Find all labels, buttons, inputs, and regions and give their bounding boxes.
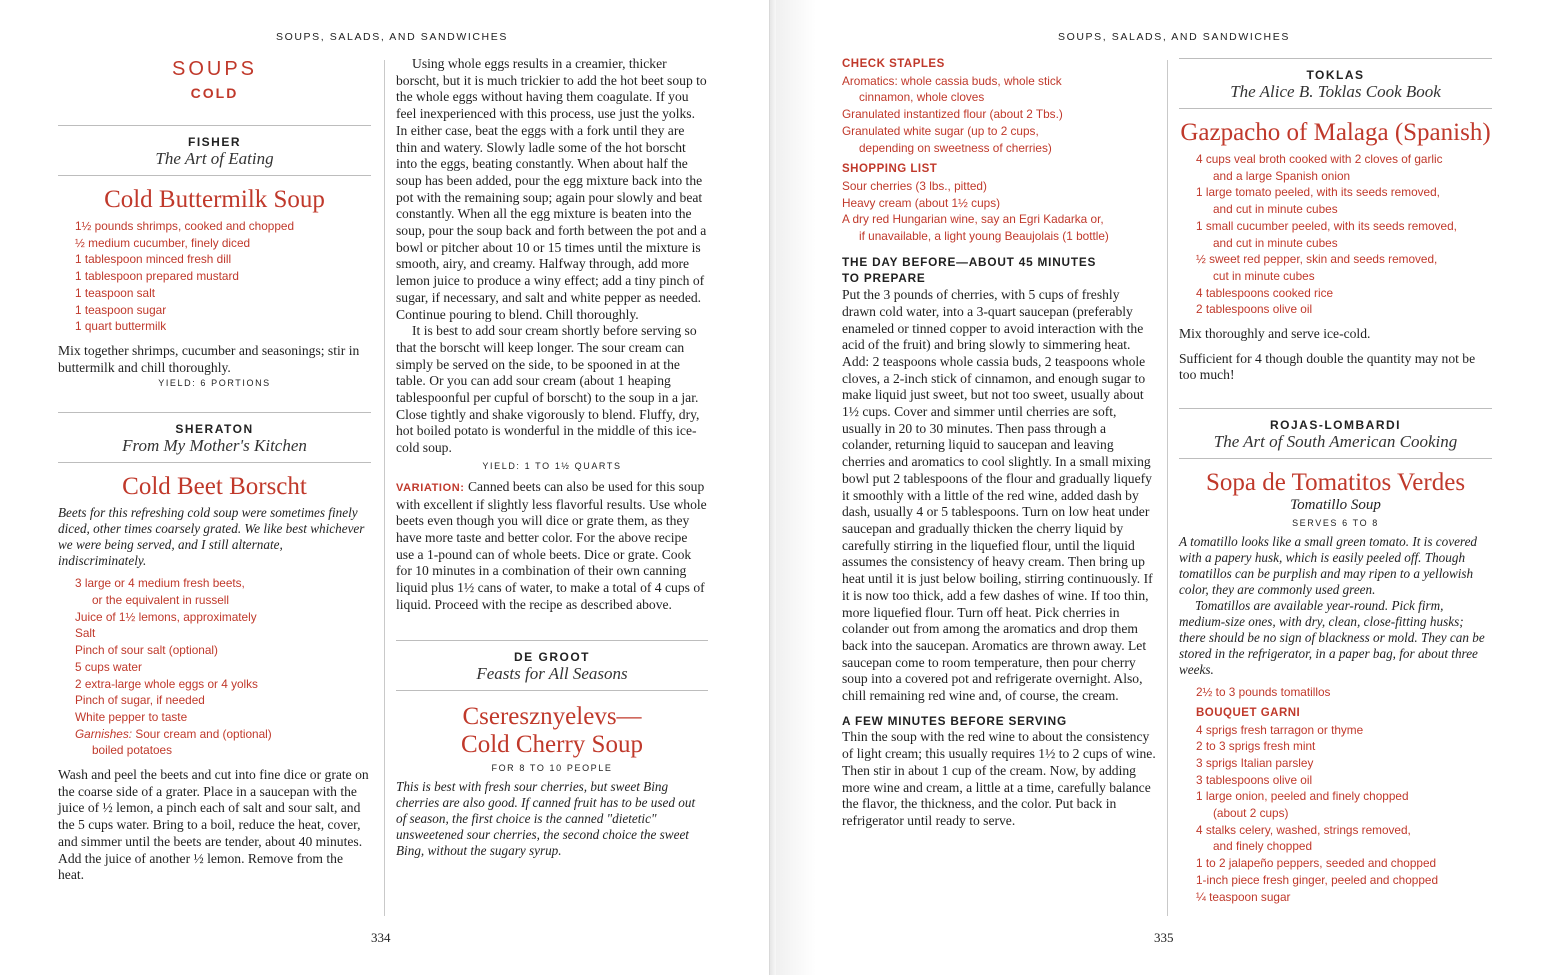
variation-label: VARIATION: <box>396 481 465 494</box>
ingredient-item: 2 to 3 sprigs fresh mint <box>1196 739 1316 754</box>
running-head-left: SOUPS, SALADS, AND SANDWICHES <box>276 31 508 43</box>
book-title: The Art of South American Cooking <box>1213 432 1458 452</box>
garnish-item <box>75 726 371 743</box>
check-staples-list <box>842 73 1156 157</box>
left-page <box>0 0 770 975</box>
ingredient-item: 2 extra-large whole eggs or 4 yolks <box>75 676 258 691</box>
right-column-1 <box>842 56 1156 830</box>
garnish-label: Garnishes: <box>75 726 133 741</box>
method-text: Mix together shrimps, cucumber and seasonings; stir in buttermilk and chill thoroughly. <box>58 342 360 375</box>
divider <box>396 640 708 641</box>
recipe-author: ROJAS-LOMBARDI <box>1270 418 1401 433</box>
divider <box>58 175 371 176</box>
bouquet-garni-heading: BOUQUET GARNI <box>1196 706 1301 719</box>
ingredient-item: ¼ teaspoon sugar <box>1196 889 1291 904</box>
left-column-1 <box>58 56 371 884</box>
recipe-author: DE GROOT <box>513 649 590 664</box>
recipe-intro: This is best with fresh sour cherries, but sweet Bing cherries are also good. If canned fruit has to be used out of season, the first choice is the canned "dietetic" unsweetened sour cherries, the second choice the sweet Bing, without the sugary syrup. <box>396 778 696 858</box>
step-heading: TO PREPARE <box>842 271 926 286</box>
ingredient-item-continued: and cut in minute cubes <box>1213 235 1338 250</box>
staple-item: Aromatics: whole cassia buds, whole stick <box>842 73 1062 88</box>
ingredient-item-continued: cut in minute cubes <box>1213 268 1315 283</box>
divider <box>1179 58 1492 59</box>
ingredient-item: Pinch of sugar, if needed <box>75 693 205 708</box>
step-heading: THE DAY BEFORE—ABOUT 45 MINUTES <box>842 254 1097 269</box>
recipe-title: Cold Buttermilk Soup <box>104 186 325 213</box>
ingredient-item: Pinch of sour salt (optional) <box>75 643 218 658</box>
ingredient-item: 1 tablespoon minced fresh dill <box>75 252 232 267</box>
running-head-right: SOUPS, SALADS, AND SANDWICHES <box>1058 31 1290 43</box>
staple-item: Granulated white sugar (up to 2 cups, <box>842 123 1039 138</box>
method-paragraph: It is best to add sour cream shortly before serving so that the borscht will keep longer. The sour cream can simply be served on the side, to be spooned in at the table. Or you can add sour cream (about 1 heaping tablespoonful per cupful of borscht) to the soup in a jar. Close tightly and shake vigorously to blend. Fluffy, dry, hot boiled potato is wonderful in the middle of this ice-cold soup. <box>396 323 700 456</box>
left-column-2 <box>396 56 708 859</box>
recipe-intro: Tomatillos are available year-round. Pick firm, medium-size ones, with dry, clean, close-fitting husks; there should be no sign of blackness or mold. They can be stored in the refrigerator, in a paper bag, for about three weeks. <box>1179 598 1485 678</box>
ingredient-item-continued: and finely chopped <box>1213 839 1313 854</box>
ingredient-list <box>1179 151 1492 318</box>
variation <box>396 479 708 614</box>
step-text: Put the 3 pounds of cherries, with 5 cups of freshly drawn cold water, into a 3-quart saucepan (preferably enameled or tinned copper to avoid interaction with the acid of the fruit) and bring slowly to simmering heat. Add: 2 teaspoons whole cassia buds, 2 teaspoons whole cloves, a 2-inch stick of cinnamon, and enough sugar to make liquid just sweet, but not too sweet, usually about 1½ cups. Cover and simmer until cherries are soft, usually in 20 to 30 minutes. Then pass through a colander, returning liquid to saucepan and leaving cherries and aromatics to cool slightly. In a small mixing bowl put 2 tablespoons of the flour and gradually liquefy it smoothly with a little of the red wine, added dash by dash, usually 4 or 5 tablespoons. Turn on low heat under saucepan and gradually thicken the cherry liquid by carefully stirring in the liquefied flour, until the liquid assumes the consistency of heavy cream. Then bring up heat until it is just below boiling, stirring continuously. If it is now too thick, add a few dashes of wine. If too thin, more liquefied flour. Turn off heat. Pick cherries in colander out from among the aromatics and drop them back into the saucepan. Aromatics are thrown away. Let saucepan come to room temperature, then pour cherry soup into a covered pot and refrigerate overnight. Also, chill remaining red wine and, of course, the cream. <box>842 287 1153 704</box>
yield: YIELD: 6 PORTIONS <box>158 378 271 389</box>
section-subtitle: COLD <box>190 85 239 101</box>
ingredient-item: 1 teaspoon sugar <box>75 302 167 317</box>
ingredient-item-continued: or the equivalent in russell <box>92 593 230 608</box>
recipe-title: Gazpacho of Malaga (Spanish) <box>1180 119 1491 146</box>
garnish-text: Sour cream and (optional) <box>135 726 272 741</box>
ingredient-item: 4 tablespoons cooked rice <box>1196 285 1334 300</box>
divider <box>58 462 371 463</box>
right-column-2 <box>1179 56 1492 905</box>
serves: SERVES 6 TO 8 <box>1292 518 1379 529</box>
recipe-author: FISHER <box>187 135 241 149</box>
ingredient-item: Juice of 1½ lemons, approximately <box>75 609 257 624</box>
variation-text: Canned beets can also be used for this soup with excellent if slightly less flavorful results. Use whole beets even though you will dice or grate them, as they have more taste and better color. For the above recipe use a 1-pound can of whole beets. Dice or grate. Cook for 10 minutes in a combination of their own canning liquid plus 1½ cans of water, to make a total of 4 cups of liquid. Proceed with the recipe as described above. <box>396 478 707 612</box>
book-title: Feasts for All Seasons <box>476 663 628 683</box>
recipe-title: Cold Beet Borscht <box>122 473 307 501</box>
recipe-intro: Beets for this refreshing cold soup were sometimes finely diced, other times coarsely grated. We like best whichever we were being served, and I still alternate, indiscriminately. <box>58 505 365 569</box>
ingredient-item: 2 tablespoons olive oil <box>1196 302 1313 317</box>
divider <box>58 412 371 413</box>
ingredient-item: 1 small cucumber peeled, with its seeds removed, <box>1196 218 1457 233</box>
ingredient-item-continued: and a large Spanish onion <box>1213 168 1351 183</box>
method-text: Mix thoroughly and serve ice-cold. <box>1179 326 1371 342</box>
ingredient-item-continued: boiled potatoes <box>92 743 173 758</box>
ingredient-item: 5 cups water <box>75 659 142 674</box>
check-staples-heading: CHECK STAPLES <box>842 58 945 70</box>
shopping-item: Heavy cream (about 1½ cups) <box>842 195 1001 210</box>
ingredient-item: 1½ pounds shrimps, cooked and chopped <box>75 219 295 233</box>
shopping-list <box>842 178 1156 245</box>
method-text: Wash and peel the beets and cut into fine dice or grate on the coarse side of a grater. Place in a saucepan with the juice of ½ lemon, a pinch each of salt and sour salt, and the 5 cups water. Bring to a boil, reduce the heat, cover, and simmer until the beets are tender, about 40 minutes. Add the juice of another ½ lemon. Remove from the heat. <box>58 767 369 883</box>
divider <box>396 690 708 691</box>
recipe-title-line: Cseresznyelevs— <box>462 702 642 730</box>
serves: FOR 8 TO 10 PEOPLE <box>491 762 613 773</box>
ingredient-item: 1 large tomato peeled, with its seeds removed, <box>1196 185 1440 200</box>
recipe-subtitle: Tomatillo Soup <box>1290 497 1381 514</box>
ingredient-item: White pepper to taste <box>75 709 188 724</box>
recipe-author: TOKLAS <box>1306 68 1365 82</box>
ingredient-item: 1-inch piece fresh ginger, peeled and chopped <box>1196 872 1439 887</box>
right-page <box>776 0 1550 975</box>
ingredient-item: 1 quart buttermilk <box>75 319 167 334</box>
page-number: 334 <box>371 930 391 945</box>
ingredient-item: 1 large onion, peeled and finely chopped <box>1196 789 1409 804</box>
staple-item-continued: cinnamon, whole cloves <box>859 90 985 105</box>
recipe-title: Sopa de Tomatitos Verdes <box>1205 469 1466 497</box>
staple-item: Granulated instantized flour (about 2 Tbs.) <box>842 107 1063 122</box>
ingredient-item: ½ sweet red pepper, skin and seeds removed, <box>1196 252 1438 267</box>
ingredient-item: 3 tablespoons olive oil <box>1196 772 1313 787</box>
ingredient-item-continued: (about 2 cups) <box>1213 806 1289 821</box>
ingredient-item: ½ medium cucumber, finely diced <box>75 235 251 250</box>
ingredient-item: 1 teaspoon salt <box>75 285 156 300</box>
section-title: SOUPS <box>171 58 258 80</box>
ingredient-item: 4 cups veal broth cooked with 2 cloves of garlic <box>1196 152 1443 166</box>
recipe-title-line: Cold Cherry Soup <box>461 730 643 758</box>
book-title: From My Mother's Kitchen <box>122 436 307 456</box>
divider <box>58 125 371 126</box>
method-paragraph: Using whole eggs results in a creamier, thicker borscht, but it is much trickier to add the hot beet soup to the whole eggs without having them coagulate. If you feel inexperienced with this process, use just the yolks. In either case, beat the eggs with a fork until they are thin and watery. Slowly ladle some of the hot borscht into the eggs, beating constantly. When about half the soup has been added, pour the egg mixture back into the pot with the remaining soup; again pour slowly and beat constantly. When all the egg mixture is beaten into the soup, pour the soup back and forth between the pot and a bowl or pitcher about 10 or 15 times until the mixture is smooth, airy, and creamy. Halfway through, add more lemon juice to produce a winy effect; add a tiny pinch of sugar, if necessary, and salt and white pepper as needed. Continue pouring to blend. Chill thoroughly. <box>396 56 707 322</box>
shopping-item: Sour cherries (3 lbs., pitted) <box>842 178 987 193</box>
ingredient-list <box>1179 684 1492 905</box>
ingredient-item: 4 stalks celery, washed, strings removed, <box>1196 822 1411 837</box>
staple-item-continued: depending on sweetness of cherries) <box>859 140 1052 155</box>
method-text: Sufficient for 4 though double the quantity may not be too much! <box>1179 350 1476 383</box>
book-title: The Art of Eating <box>155 149 274 168</box>
ingredient-item: 4 sprigs fresh tarragon or thyme <box>1196 722 1364 737</box>
ingredient-list <box>58 575 371 759</box>
shopping-item-continued: if unavailable, a light young Beaujolais (1 bottle) <box>859 229 1109 244</box>
shopping-list-heading: SHOPPING LIST <box>842 163 938 176</box>
ingredient-list <box>58 218 371 335</box>
book-title: The Alice B. Toklas Cook Book <box>1230 82 1441 101</box>
step-heading: A FEW MINUTES BEFORE SERVING <box>842 713 1067 728</box>
divider <box>1179 108 1492 109</box>
yield: YIELD: 1 TO 1½ QUARTS <box>482 460 622 471</box>
recipe-intro: A tomatillo looks like a small green tomato. It is covered with a papery husk, which is easily peeled off. Though tomatillos can be purplish and may ripen to a yellowish color, they are commonly used green. <box>1179 534 1478 598</box>
ingredient-item-continued: and cut in minute cubes <box>1213 202 1338 217</box>
ingredient-item: 1 tablespoon prepared mustard <box>75 269 239 284</box>
step-text: Thin the soup with the red wine to about the consistency of light cream; this usually requires 1½ to 2 cups of wine. Then stir in about 1 cup of the cream. Now, by adding more wine and cream, a little at a time, carefully balance the flavor, the thickness, and the color. Put back in refrigerator until ready to serve. <box>842 729 1156 828</box>
divider <box>1179 408 1492 409</box>
ingredient-item: 3 large or 4 medium fresh beets, <box>75 576 245 591</box>
ingredient-item: 1 to 2 jalapeño peppers, seeded and chopped <box>1196 856 1437 871</box>
divider <box>1179 458 1492 459</box>
ingredient-item: 2½ to 3 pounds tomatillos <box>1196 685 1331 700</box>
shopping-item: A dry red Hungarian wine, say an Egri Kadarka or, <box>842 212 1104 227</box>
page-number: 335 <box>1154 930 1174 945</box>
ingredient-item: Salt <box>75 626 96 641</box>
ingredient-item: 3 sprigs Italian parsley <box>1196 755 1314 770</box>
recipe-author: SHERATON <box>175 422 254 437</box>
column-rule <box>384 60 385 916</box>
column-rule <box>1167 60 1168 916</box>
